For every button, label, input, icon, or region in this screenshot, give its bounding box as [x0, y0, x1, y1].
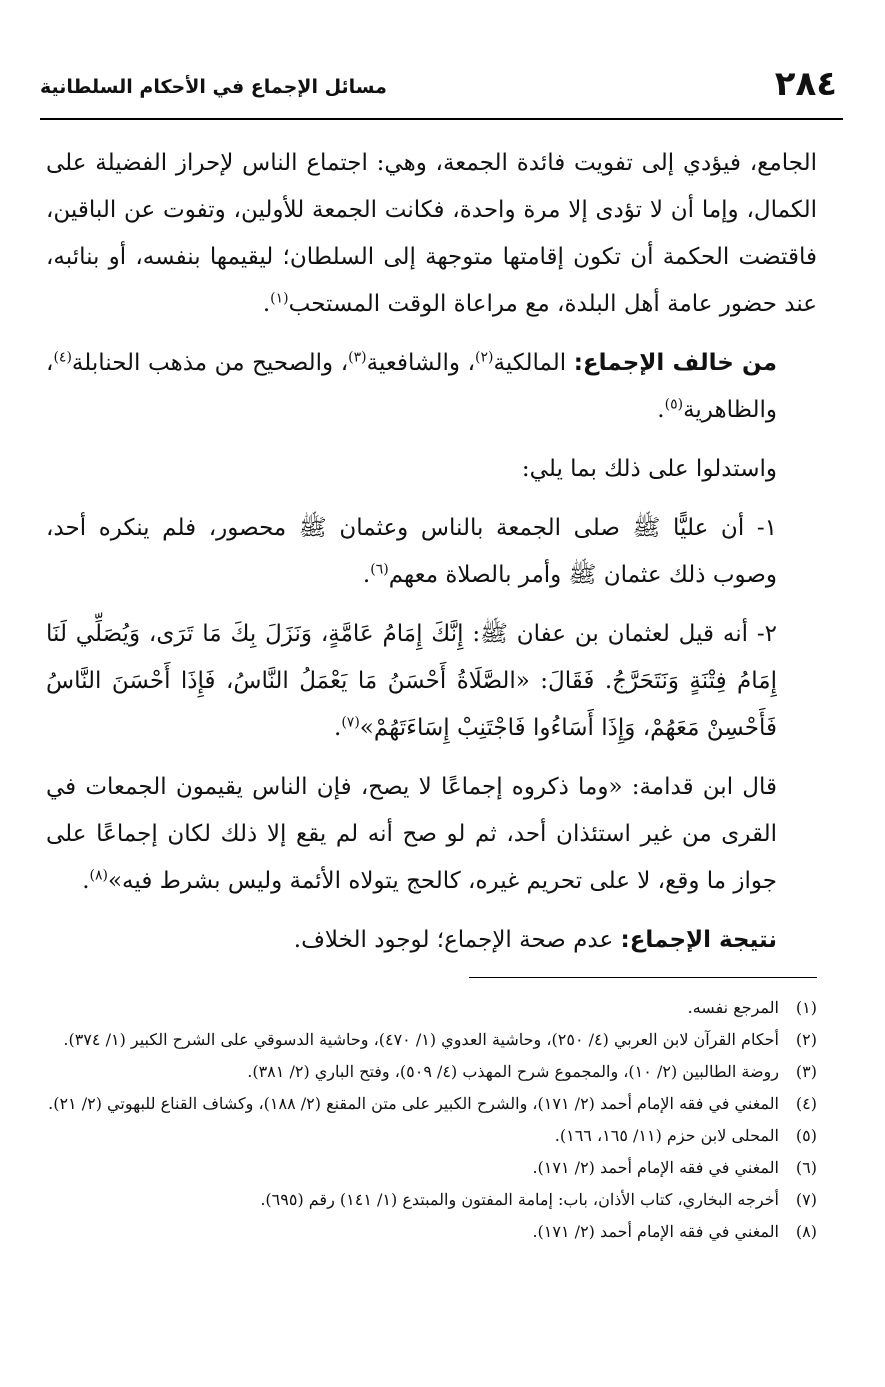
- section-lead: نتيجة الإجماع:: [620, 927, 777, 953]
- paragraph: الجامع، فيؤدي إلى تفويت فائدة الجمعة، وهي: اجتماع الناس لإحراز الفضيلة على الكمال، وإما أن لا تؤدى إلا مرة واحدة، فكانت الجمعة للأولين، وتفوت عن الباقين، فاقتضت الحكمة أن تكون إقامتها متوجهة إلى السلطان؛ ليقيمها بنفسه، أو بنائبه، عند حضور عامة أهل البلدة، مع مراعاة الوقت المستحب$^{(١)}$.: [46, 150, 817, 317]
- footnote: (٤)المغني في فقه الإمام أحمد (٢/ ١٧١)، والشرح الكبير على متن المقنع (٢/ ١٨٨)، وكشاف القناع للبهوتي (٢/ ٢١).: [48, 1094, 817, 1113]
- paragraph-dissenters: من خالف الإجماع: المالكية$^{(٢)}$، والشافعية$^{(٣)}$، والصحيح من مذهب الحنابلة$^{(٤)}$، والظاهرية$^{(٥)}$.: [46, 349, 777, 423]
- footnote-ref: (٢): [475, 349, 494, 366]
- footnote: (١)المرجع نفسه.: [687, 998, 817, 1017]
- page-number: ٢٨٤: [774, 64, 837, 104]
- section-lead: من خالف الإجماع:: [573, 350, 777, 376]
- footnote: (٢)أحكام القرآن لابن العربي (٤/ ٢٥٠)، وحاشية العدوي (١/ ٤٧٠)، وحاشية الدسوقي على الشرح الكبير (١/ ٣٧٤).: [63, 1030, 817, 1049]
- footnote: (٨)المغني في فقه الإمام أحمد (٢/ ١٧١).: [532, 1222, 817, 1241]
- paragraph-quote: قال ابن قدامة: «وما ذكروه إجماعًا لا يصح، فإن الناس يقيمون الجمعات في القرى من غير استئذان أحد، ثم لو صح أنه لم يقع إلا ذلك لكان إجماعًا على جواز ما وقع، لا على تحريم غيره، كالحج يتولاه الأئمة وليس بشرط فيه»$^{(٨)}$.: [46, 774, 777, 894]
- main-text: [46, 140, 817, 976]
- footnote: (٣)روضة الطالبين (٢/ ١٠)، والمجموع شرح المهذب (٤/ ٥٠٩)، وفتح الباري (٢/ ٣٨١).: [247, 1062, 817, 1081]
- footnote-rule: [469, 977, 817, 978]
- footnote-ref: (٣): [348, 349, 367, 366]
- footnote-ref: (١): [270, 290, 289, 307]
- book-title: مسائل الإجماع في الأحكام السلطانية: [40, 76, 387, 98]
- paragraph-evidence-2: ٢- أنه قيل لعثمان بن عفان ﷺ: إِنَّكَ إِمَامُ عَامَّةٍ، وَنَزَلَ بِكَ مَا تَرَى، وَيُصَلِّي لَنَا إِمَامُ فِتْنَةٍ وَنَتَحَرَّجُ. فَقَالَ: «الصَّلَاةُ أَحْسَنُ مَا يَعْمَلُ النَّاسُ، فَإِذَا أَحْسَنَ النَّاسُ فَأَحْسِنْ مَعَهُمْ، وَإِذَا أَسَاءُوا فَاجْتَنِبْ إِسَاءَتَهُمْ»$^{(٧)}$.: [46, 621, 777, 741]
- footnote-ref: (٤): [53, 349, 72, 366]
- paragraph: واستدلوا على ذلك بما يلي:: [521, 456, 777, 482]
- footnotes: [46, 992, 817, 1248]
- paragraph-evidence-1: ١- أن عليًّا ﷺ صلى الجمعة بالناس وعثمان ﷺ محصور، فلم ينكره أحد، وصوب ذلك عثمان ﷺ وأمر بالصلاة معهم$^{(٦)}$.: [46, 515, 777, 588]
- footnote: (٧)أخرجه البخاري، كتاب الأذان، باب: إمامة المفتون والمبتدع (١/ ١٤١) رقم (٦٩٥).: [260, 1190, 817, 1209]
- paragraph-conclusion: نتيجة الإجماع: عدم صحة الإجماع؛ لوجود الخلاف.: [293, 927, 777, 953]
- footnote-ref: (٦): [370, 561, 389, 578]
- footnote-ref: (٥): [664, 396, 684, 413]
- footnote-ref: (٧): [341, 714, 360, 731]
- running-header: [40, 58, 845, 114]
- footnote-ref: (٨): [89, 867, 108, 884]
- header-rule: [40, 118, 843, 120]
- footnote: (٥)المحلى لابن حزم (١١/ ١٦٥، ١٦٦).: [554, 1126, 817, 1145]
- footnote: (٦)المغني في فقه الإمام أحمد (٢/ ١٧١).: [532, 1158, 817, 1177]
